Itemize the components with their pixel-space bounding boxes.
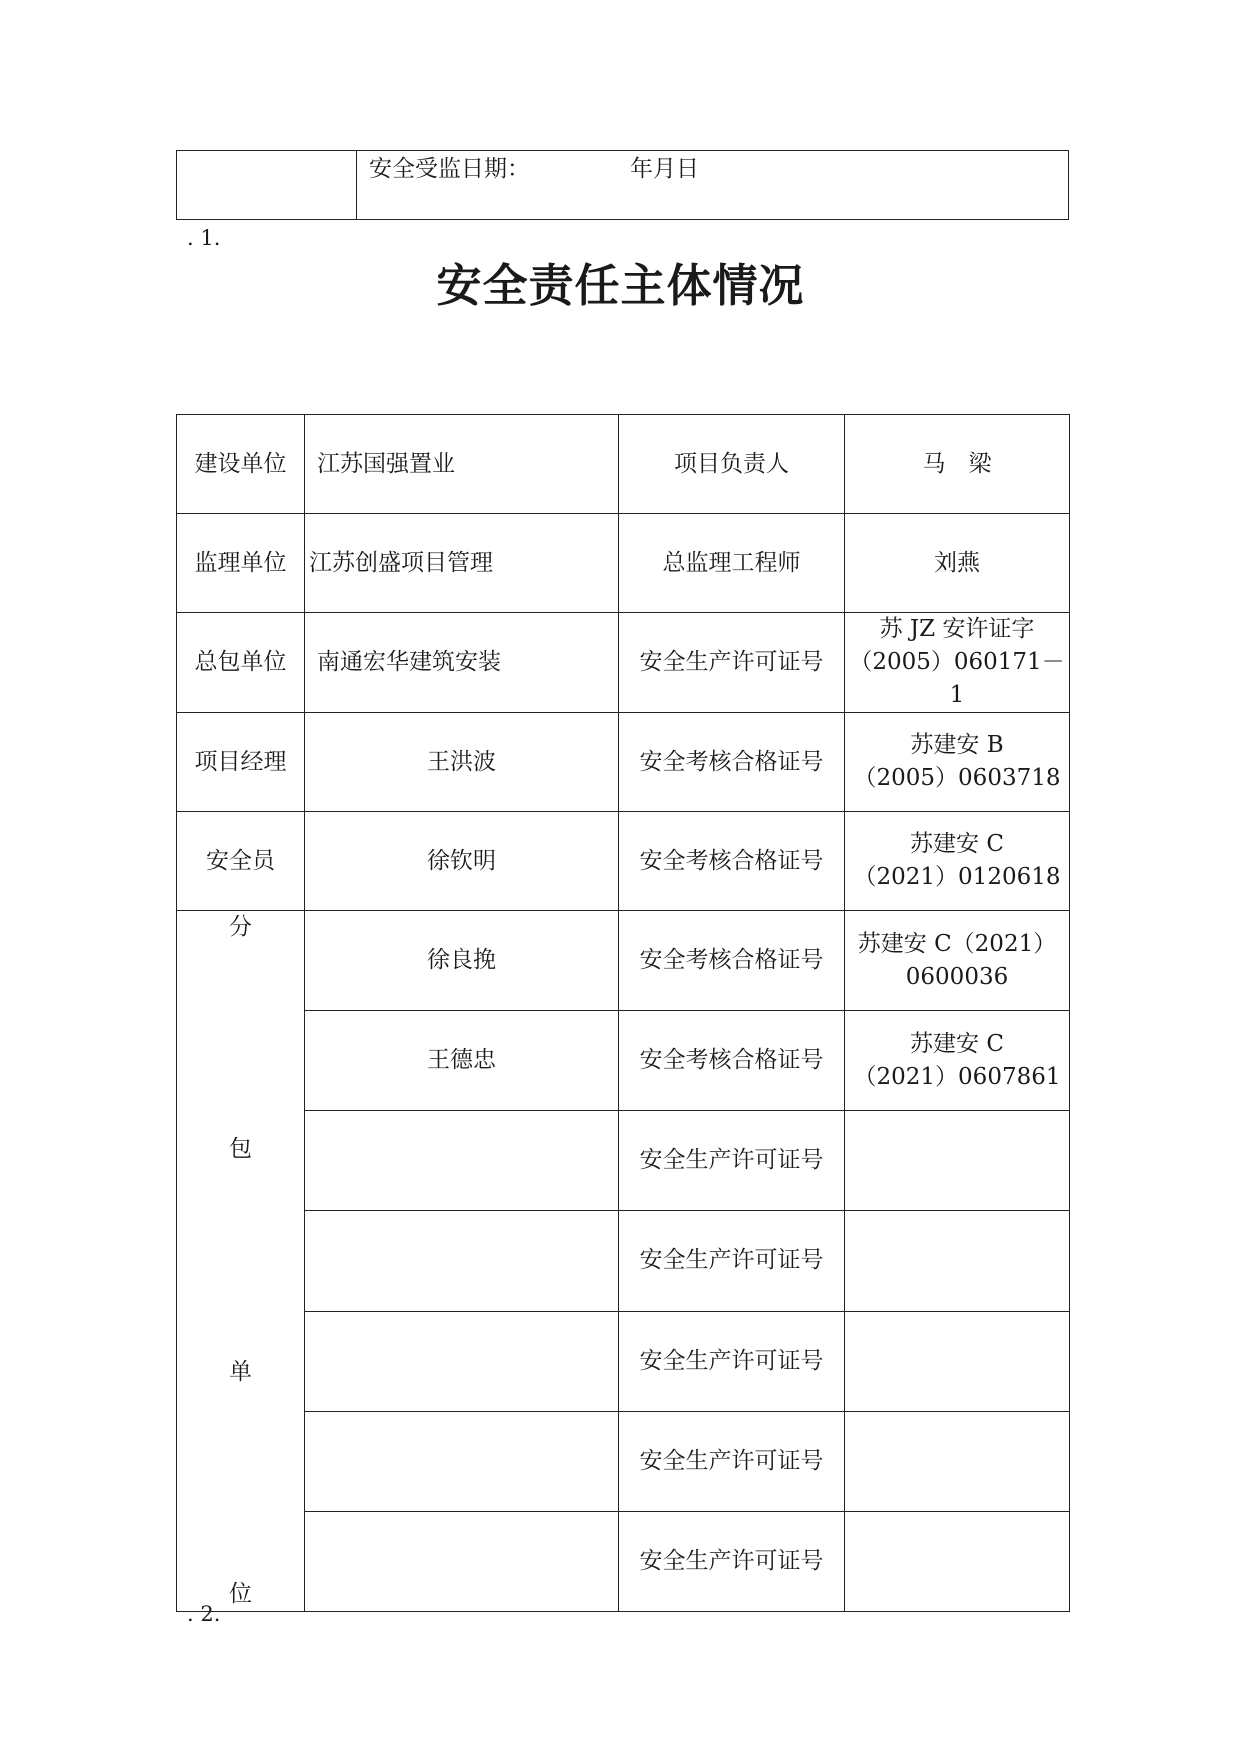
owner-role-value: 马 梁	[845, 415, 1070, 514]
general-contractor-license-line-1: 苏 JZ 安许证字	[879, 616, 1035, 642]
page-marker-1: . 1.	[187, 226, 221, 250]
table-row-subcontractor	[177, 1111, 1070, 1211]
subcontractor-cert-label: 安全考核合格证号	[619, 911, 845, 1011]
subcontractor-label-cell	[177, 911, 305, 1612]
responsibility-table	[176, 414, 1070, 1612]
safety-officer-value: 徐钦明	[305, 812, 619, 911]
subcontractor-cert-cell	[845, 911, 1070, 1011]
subcontractor-cert-cell	[845, 1311, 1070, 1411]
table-row-supervisor	[177, 514, 1070, 613]
table-row-subcontractor	[177, 1211, 1070, 1311]
table-row-subcontractor	[177, 1411, 1070, 1511]
owner-role-label: 项目负责人	[619, 415, 845, 514]
subcontractor-cert-cell	[845, 1111, 1070, 1211]
table-row-owner	[177, 415, 1070, 514]
page-title: 安全责任主体情况	[436, 259, 805, 312]
subcontractor-cert-label: 安全考核合格证号	[619, 1011, 845, 1111]
general-contractor-label: 总包单位	[177, 613, 305, 713]
subcontractor-cert-label: 安全生产许可证号	[619, 1111, 845, 1211]
subcontractor-cert-label: 安全生产许可证号	[619, 1411, 845, 1511]
subcontractor-cert-cell	[845, 1411, 1070, 1511]
supervision-date-value: 年月日	[630, 156, 699, 182]
subcontractor-name: 王德忠	[305, 1011, 619, 1111]
safety-officer-cert-line-1: 苏建安 C	[910, 831, 1004, 857]
project-manager-cert-line-2: （2005）0603718	[853, 765, 1061, 791]
general-contractor-value: 南通宏华建筑安装	[305, 613, 619, 713]
safety-officer-label: 安全员	[177, 812, 305, 911]
subcontractor-label-char: 单	[229, 1358, 252, 1385]
table-row-project-manager	[177, 713, 1070, 812]
subcontractor-name	[305, 1211, 619, 1311]
header-blank-cell	[177, 151, 357, 220]
table-row-subcontractor	[177, 911, 1070, 1011]
table-row-subcontractor	[177, 1311, 1070, 1411]
subcontractor-cert-label: 安全生产许可证号	[619, 1211, 845, 1311]
subcontractor-name	[305, 1511, 619, 1611]
subcontractor-cert-label: 安全生产许可证号	[619, 1311, 845, 1411]
table-row-safety-officer	[177, 812, 1070, 911]
table-row-subcontractor	[177, 1511, 1070, 1611]
table-row-general-contractor	[177, 613, 1070, 713]
page-marker-2: . 2.	[187, 1602, 221, 1626]
supervision-date-cell	[357, 151, 1069, 220]
project-manager-label: 项目经理	[177, 713, 305, 812]
subcontractor-label-char: 位	[229, 1580, 252, 1607]
owner-value: 江苏国强置业	[305, 415, 619, 514]
header-table	[176, 150, 1069, 220]
subcontractor-cert-cell	[845, 1211, 1070, 1311]
general-contractor-license-line-2: （2005）060171－1	[849, 649, 1065, 708]
subcontractor-name	[305, 1311, 619, 1411]
subcontractor-vertical-label	[177, 911, 304, 1611]
subcontractor-label-char: 分	[229, 914, 252, 940]
project-manager-role-label: 安全考核合格证号	[619, 713, 845, 812]
header-row	[177, 151, 1069, 220]
safety-officer-cert-cell	[845, 812, 1070, 911]
supervisor-role-value: 刘燕	[845, 514, 1070, 613]
subcontractor-cert-cell	[845, 1511, 1070, 1611]
subcontractor-cert-line-1: 苏建安 C（2021）	[857, 930, 1057, 957]
subcontractor-name	[305, 1411, 619, 1511]
subcontractor-cert-label: 安全生产许可证号	[619, 1511, 845, 1611]
supervision-date-label: 安全受监日期：	[369, 156, 530, 182]
subcontractor-cert-line-2: 0600036	[905, 963, 1009, 990]
project-manager-value: 王洪波	[305, 713, 619, 812]
subcontractor-cert-cell	[845, 1011, 1070, 1111]
supervisor-role-label: 总监理工程师	[619, 514, 845, 613]
subcontractor-name: 徐良挽	[305, 911, 619, 1011]
general-contractor-role-label: 安全生产许可证号	[619, 613, 845, 713]
subcontractor-name	[305, 1111, 619, 1211]
supervisor-value: 江苏创盛项目管理	[305, 514, 619, 613]
safety-officer-role-label: 安全考核合格证号	[619, 812, 845, 911]
subcontractor-label-char: 包	[229, 1136, 252, 1163]
project-manager-cert-line-1: 苏建安 B	[910, 732, 1004, 758]
subcontractor-cert-line-2: （2021）0607861	[853, 1063, 1061, 1090]
supervisor-label: 监理单位	[177, 514, 305, 613]
owner-label: 建设单位	[177, 415, 305, 514]
subcontractor-cert-line-1: 苏建安 C	[910, 1030, 1004, 1057]
general-contractor-license-cell	[845, 613, 1070, 713]
table-row-subcontractor	[177, 1011, 1070, 1111]
project-manager-cert-cell	[845, 713, 1070, 812]
safety-officer-cert-line-2: （2021）0120618	[853, 864, 1061, 890]
